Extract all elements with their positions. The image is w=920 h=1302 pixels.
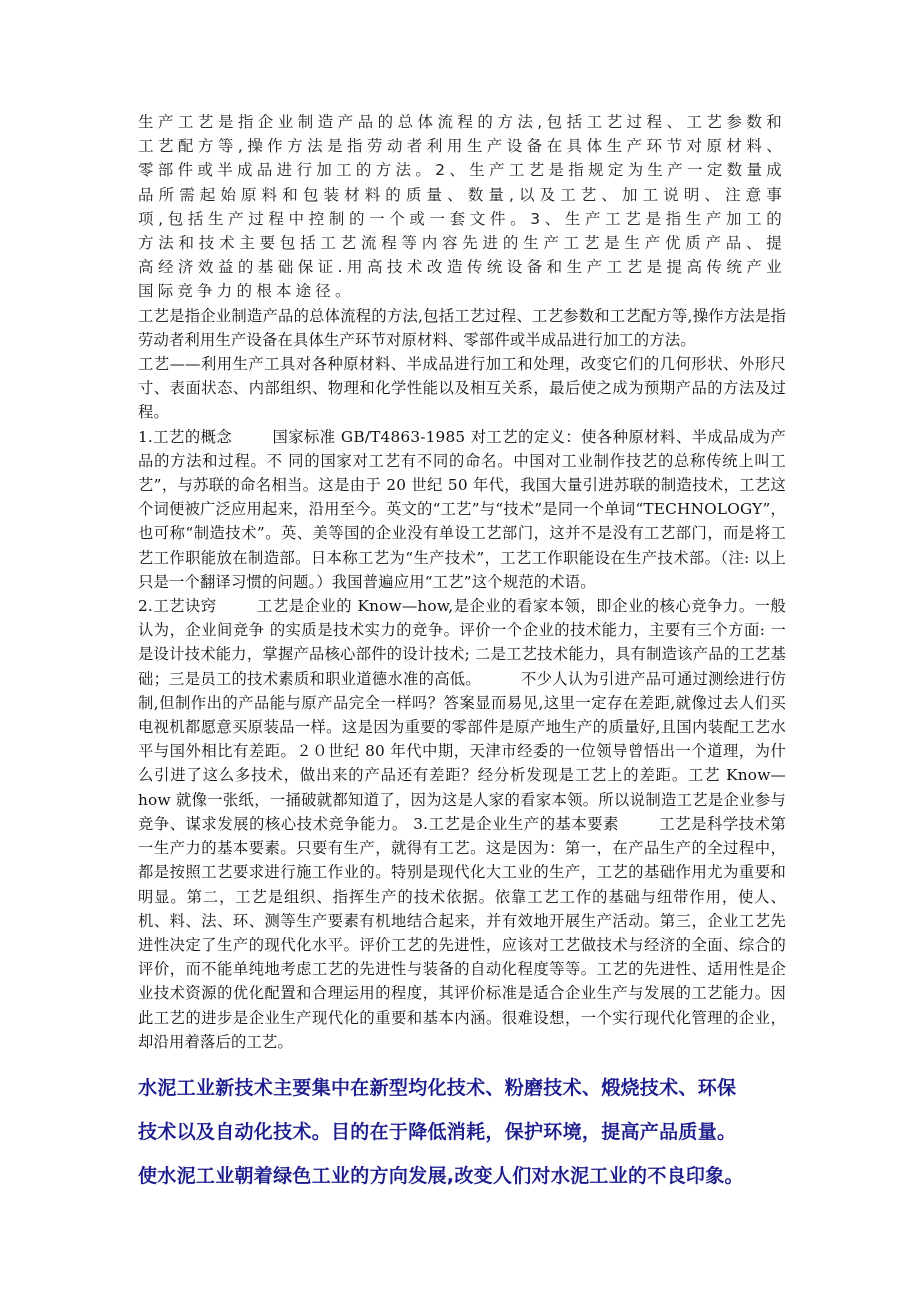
highlight-block — [138, 1066, 786, 1198]
section-2-body-continued: 不少人认为引进产品可通过测绘进行仿制,但制作出的产品能与原产品完全一样吗？答案显而易见,这里一定存在差距,就像过去人们买电视机都愿意买原装品一样。这是因为重要的零部件是原产地生产的质量好,且国内装配工艺水平与国外相比有差距。２０世纪 80 年代中期，天津市经委的一位领导曾悟出一个道理，为什么引进了这么多技术，做出来的产品还有差距？经分析发现是工艺上的差距。工艺 Know—how 就像一张纸，一捅破就都知道了，因为这是人家的看家本领。所以说制造工艺是企业参与竞争、谋求发展的核心技术竞争能力。 — [138, 669, 786, 833]
process-paragraph: 工艺——利用生产工具对各种原材料、半成品进行加工和处理，改变它们的几何形状、外形尺寸、表面状态、内部组织、物理和化学性能以及相互关系，最后使之成为预期产品的方法及过程。 — [138, 355, 786, 422]
highlight-line-1: 水泥工业新技术主要集中在新型均化技术、粉磨技术、煅烧技术、环保 — [138, 1076, 737, 1099]
section-3-body: 工艺是科学技术第一生产力的基本要素。只要有生产，就得有工艺。这是因为：第一，在产品生产的全过程中，都是按照工艺要求进行施工作业的。特别是现代化大工业的生产，工艺的基础作用尤为重要和明显。第二，工艺是组织、指挥生产的技术依据。依靠工艺工作的基础与纽带作用，使人、机、料、法、环、测等生产要素有机地结合起来，并有效地开展生产活动。第三，企业工艺先进性决定了生产的现代化水平。评价工艺的先进性，应该对工艺做技术与经济的全面、综合的评价，而不能单纯地考虑工艺的先进性与装备的自动化程度等等。工艺的先进性、适用性是企业技术资源的优化配置和合理运用的程度，其评价标准是适合企业生产与发展的工艺能力。因此工艺的进步是企业生产现代化的重要和基本内涵。很难设想，一个实行现代化管理的企业，却沿用着落后的工艺。 — [138, 814, 787, 1051]
highlight-line-2: 技术以及自动化技术。目的在于降低消耗，保护环境，提高产品质量。 — [138, 1120, 737, 1143]
section-1-paragraph — [138, 425, 786, 594]
section-2-body: 工艺是企业的 Know—how,是企业的看家本领，即企业的核心竞争力。一般认为，企业间竞争 的实质是技术实力的竞争。评价一个企业的技术能力，主要有三个方面: 一是设计技术能力，掌握产品核心部件的设计技术; 二是工艺技术能力，具有制造该产品的工艺基础；三是员工的技术素质和职业道德水准的高低。 — [138, 597, 786, 688]
section-1-body: 国家标准 GB/T4863-1985 对工艺的定义：使各种原材料、半成品成为产品的方法和过程。不 同的国家对工艺有不同的命名。中国对工业制作技艺的总称传统上叫工艺”，与苏联的命名相当。这是由于 20 世纪 50 年代，我国大量引进苏联的制造技术，工艺这个词便被广泛应用起来，沿用至今。英文的“工艺”与“技术”是同一个单词“TECHNOLOGY”，也可称“制造技术”。英、美等国的企业没有单设工艺部门，这并不是没有工艺部门，而是将工艺工作职能放在制造部。日本称工艺为“生产技术”，工艺工作职能设在生产技术部。（注: 以上只是一个翻译习惯的问题。）我国普遍应用“工艺”这个规范的术语。 — [138, 427, 786, 591]
section-3-heading: 3.工艺是企业生产的基本要素 — [413, 814, 620, 833]
highlight-line-3: 使水泥工业朝着绿色工业的方向发展,改变人们对水泥工业的不良印象。 — [138, 1164, 744, 1187]
document-page — [138, 110, 786, 1198]
section-1-heading: 1.工艺的概念 — [138, 427, 233, 446]
definition-paragraph: 工艺是指企业制造产品的总体流程的方法,包括工艺过程、工艺参数和工艺配方等,操作方法是指劳动者利用生产设备在具体生产环节对原材料、零部件或半成品进行加工的方法。 — [138, 306, 786, 349]
intro-paragraph: 生产工艺是指企业制造产品的总体流程的方法,包括工艺过程、工艺参数和工艺配方等,操作方法是指劳动者利用生产设备在具体生产环节对原材料、零部件或半成品进行加工的方法。2、生产工艺是指规定为生产一定数量成品所需起始原料和包装材料的质量、数量,以及工艺、加工说明、注意事项,包括生产过程中控制的一个或一套文件。3、生产工艺是指生产加工的方法和技术主要包括工艺流程等内容先进的生产工艺是生产优质产品、提高经济效益的基础保证.用高技术改造传统设备和生产工艺是提高传统产业国际竞争力的根本途径。 — [138, 113, 786, 301]
section-2-heading: 2.工艺诀窍 — [138, 597, 217, 616]
section-2-paragraph — [138, 594, 786, 1054]
